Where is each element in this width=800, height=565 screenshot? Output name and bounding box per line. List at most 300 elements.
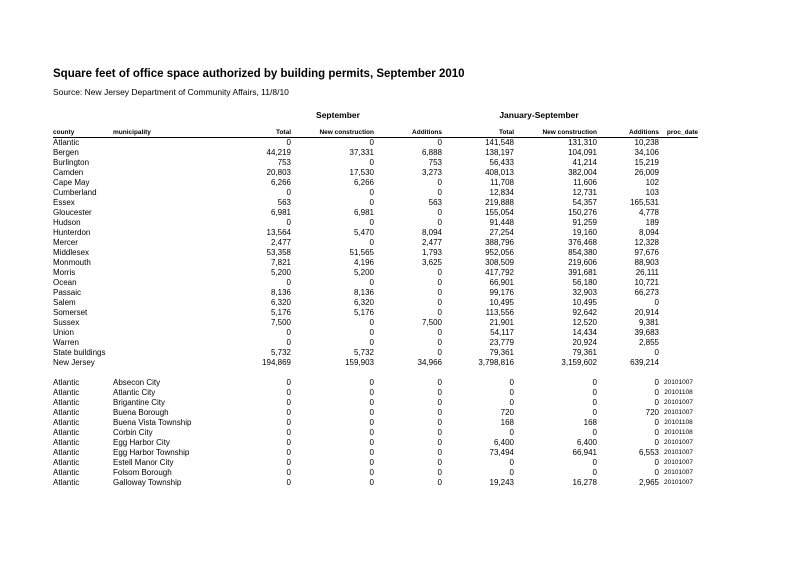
- table-cell: Burlington: [53, 158, 90, 167]
- table-cell: 0: [437, 308, 442, 317]
- table-cell: 0: [592, 468, 597, 477]
- table-cell: 0: [286, 138, 291, 147]
- table-cell: 91,259: [572, 218, 597, 227]
- table-cell: 20,914: [634, 308, 659, 317]
- county-row: [53, 338, 698, 348]
- table-cell: [113, 148, 211, 158]
- table-cell: 159,903: [345, 358, 374, 367]
- table-cell: 168: [583, 418, 597, 427]
- table-cell: 4,196: [353, 258, 374, 267]
- table-cell: 20101108: [664, 429, 693, 436]
- table-cell: 0: [286, 398, 291, 407]
- municipality-row: [53, 448, 698, 458]
- table-cell: 131,310: [568, 138, 597, 147]
- table-cell: Estell Manor City: [113, 458, 174, 467]
- table-cell: [113, 198, 211, 208]
- table-cell: [659, 168, 698, 178]
- table-cell: 0: [437, 468, 442, 477]
- table-cell: 20101007: [664, 399, 693, 406]
- spacer-cell: [53, 368, 698, 378]
- table-cell: 34,966: [417, 358, 442, 367]
- table-cell: 0: [369, 408, 374, 417]
- table-cell: 0: [369, 328, 374, 337]
- table-cell: 21,901: [489, 318, 514, 327]
- table-cell: [113, 338, 211, 348]
- municipality-row: [53, 378, 698, 388]
- table-cell: 26,009: [634, 168, 659, 177]
- table-cell: 56,433: [489, 158, 514, 167]
- table-cell: 0: [369, 158, 374, 167]
- table-cell: [113, 178, 211, 188]
- table-cell: 720: [645, 408, 659, 417]
- table-cell: 0: [437, 378, 442, 387]
- table-cell: 3,625: [421, 258, 442, 267]
- table-cell: 0: [437, 348, 442, 357]
- table-cell: [659, 348, 698, 358]
- table-cell: 0: [654, 428, 659, 437]
- table-cell: Monmouth: [53, 258, 91, 267]
- table-cell: 189: [645, 218, 659, 227]
- table-cell: 0: [286, 278, 291, 287]
- table-cell: 563: [428, 198, 442, 207]
- col-ytd-new: New construction: [514, 128, 597, 138]
- table-cell: 7,500: [421, 318, 442, 327]
- county-row: [53, 138, 698, 149]
- table-cell: 0: [286, 328, 291, 337]
- table-cell: 56,180: [572, 278, 597, 287]
- table-cell: 0: [437, 218, 442, 227]
- table-cell: 8,136: [353, 288, 374, 297]
- table-cell: [659, 298, 698, 308]
- table-cell: New Jersey: [53, 358, 95, 367]
- table-cell: 0: [437, 388, 442, 397]
- table-cell: Buena Vista Township: [113, 418, 192, 427]
- table-cell: 0: [369, 198, 374, 207]
- table-cell: Atlantic: [53, 138, 80, 147]
- table-cell: 54,357: [572, 198, 597, 207]
- table-cell: 5,470: [353, 228, 374, 237]
- section-spacer: [53, 368, 698, 378]
- table-cell: Cape May: [53, 178, 90, 187]
- table-cell: 0: [437, 178, 442, 187]
- table-cell: 6,320: [270, 298, 291, 307]
- county-row: [53, 268, 698, 278]
- table-cell: 0: [286, 438, 291, 447]
- table-cell: 219,606: [568, 258, 597, 267]
- municipality-row: [53, 418, 698, 428]
- table-cell: [659, 238, 698, 248]
- table-cell: 79,361: [572, 348, 597, 357]
- column-header-row: [53, 128, 698, 138]
- table-cell: 0: [654, 388, 659, 397]
- county-row: [53, 218, 698, 228]
- col-sept-total: Total: [211, 128, 291, 138]
- table-cell: Atlantic: [53, 448, 80, 457]
- table-cell: 168: [500, 418, 514, 427]
- table-cell: 0: [369, 218, 374, 227]
- table-cell: 20101007: [664, 469, 693, 476]
- table-cell: 0: [437, 288, 442, 297]
- col-ytd-additions: Additions: [597, 128, 659, 138]
- table-cell: 11,606: [573, 178, 597, 187]
- table-cell: [113, 248, 211, 258]
- table-cell: 10,495: [489, 298, 514, 307]
- table-cell: 5,176: [353, 308, 374, 317]
- table-cell: 51,565: [349, 248, 374, 257]
- table-cell: 2,477: [270, 238, 291, 247]
- table-cell: 19,160: [572, 228, 597, 237]
- table-cell: 7,500: [270, 318, 291, 327]
- table-cell: Somerset: [53, 308, 88, 317]
- table-cell: 0: [437, 458, 442, 467]
- table-cell: 0: [509, 428, 514, 437]
- table-cell: Union: [53, 328, 74, 337]
- table-cell: Atlantic: [53, 428, 80, 437]
- ytd-group-header: January-September: [499, 110, 579, 120]
- table-cell: 194,869: [262, 358, 291, 367]
- table-cell: 66,273: [634, 288, 659, 297]
- table-cell: 0: [509, 468, 514, 477]
- county-row: [53, 298, 698, 308]
- table-cell: [113, 168, 211, 178]
- table-cell: 0: [286, 218, 291, 227]
- table-cell: 66,901: [489, 278, 514, 287]
- table-cell: 20101007: [664, 379, 693, 386]
- table-cell: 382,004: [568, 168, 597, 177]
- county-row: [53, 308, 698, 318]
- table-cell: 6,266: [353, 178, 374, 187]
- col-sept-new: New construction: [291, 128, 374, 138]
- table-cell: 388,796: [485, 238, 514, 247]
- table-cell: 0: [369, 278, 374, 287]
- table-cell: 39,683: [634, 328, 659, 337]
- county-row: [53, 228, 698, 238]
- table-cell: 4,778: [638, 208, 659, 217]
- col-municipality: municipality: [113, 128, 211, 138]
- table-cell: [113, 328, 211, 338]
- table-cell: 102: [645, 178, 659, 187]
- table-cell: 0: [369, 428, 374, 437]
- county-row: [53, 148, 698, 158]
- table-cell: Folsom Borough: [113, 468, 172, 477]
- table-cell: 0: [654, 398, 659, 407]
- table-cell: 99,176: [489, 288, 514, 297]
- table-cell: 0: [437, 338, 442, 347]
- table-cell: Mercer: [53, 238, 78, 247]
- table-cell: 3,798,816: [478, 358, 514, 367]
- table-cell: 20101007: [664, 409, 693, 416]
- table-cell: 15,219: [634, 158, 659, 167]
- table-cell: 165,531: [630, 198, 659, 207]
- table-cell: Bergen: [53, 148, 79, 157]
- table-cell: 79,361: [489, 348, 514, 357]
- table-cell: 20101108: [664, 389, 693, 396]
- table-cell: 66,941: [572, 448, 597, 457]
- table-cell: Atlantic: [53, 478, 80, 487]
- table-cell: 0: [369, 388, 374, 397]
- table-cell: 0: [509, 378, 514, 387]
- county-row: [53, 208, 698, 218]
- table-cell: 3,159,602: [561, 358, 597, 367]
- table-cell: Salem: [53, 298, 76, 307]
- table-cell: 5,200: [270, 268, 291, 277]
- table-cell: 44,219: [266, 148, 291, 157]
- table-cell: State buildings: [53, 348, 106, 357]
- table-cell: Absecon City: [113, 378, 161, 387]
- table-cell: Atlantic: [53, 408, 80, 417]
- table-cell: 0: [369, 188, 374, 197]
- table-cell: 0: [286, 388, 291, 397]
- table-cell: 0: [437, 478, 442, 487]
- table-cell: 0: [369, 458, 374, 467]
- table-cell: 92,642: [572, 308, 597, 317]
- table-cell: [659, 258, 698, 268]
- table-cell: Atlantic: [53, 378, 80, 387]
- table-cell: 0: [369, 318, 374, 327]
- table-cell: 6,888: [421, 148, 442, 157]
- table-cell: 26,111: [635, 268, 659, 277]
- table-cell: 3,273: [421, 168, 442, 177]
- table-cell: 0: [286, 408, 291, 417]
- table-cell: 141,548: [485, 138, 514, 147]
- table-cell: Cumberland: [53, 188, 97, 197]
- table-cell: 0: [654, 348, 659, 357]
- table-cell: 308,509: [485, 258, 514, 267]
- table-cell: 0: [286, 458, 291, 467]
- table-cell: [113, 258, 211, 268]
- table-cell: 91,448: [489, 218, 514, 227]
- table-cell: 376,468: [568, 238, 597, 247]
- table-cell: Egg Harbor City: [113, 438, 170, 447]
- september-group-header: September: [316, 110, 360, 120]
- table-cell: [113, 158, 211, 168]
- table-cell: 0: [369, 438, 374, 447]
- table-cell: 639,214: [630, 358, 659, 367]
- table-cell: 0: [286, 448, 291, 457]
- table-cell: 0: [654, 418, 659, 427]
- report-title: Square feet of office space authorized by building permits, September 2010: [53, 68, 465, 80]
- table-cell: [113, 238, 211, 248]
- table-cell: 10,238: [634, 138, 659, 147]
- table-cell: 0: [509, 398, 514, 407]
- table-cell: [113, 268, 211, 278]
- table-cell: Atlantic: [53, 458, 80, 467]
- table-cell: 563: [277, 198, 291, 207]
- county-row: [53, 348, 698, 358]
- table-cell: 103: [645, 188, 659, 197]
- county-row: [53, 358, 698, 368]
- table-cell: 417,792: [485, 268, 514, 277]
- table-cell: 219,888: [485, 198, 514, 207]
- table-cell: [113, 358, 211, 368]
- table-cell: [659, 218, 698, 228]
- table-cell: [113, 228, 211, 238]
- table-cell: [659, 198, 698, 208]
- county-row: [53, 168, 698, 178]
- table-cell: [113, 138, 211, 149]
- table-cell: 0: [654, 468, 659, 477]
- table-cell: [659, 308, 698, 318]
- table-cell: 20101007: [664, 449, 693, 456]
- table-cell: 20101108: [664, 419, 693, 426]
- table-cell: [659, 148, 698, 158]
- table-cell: 16,278: [572, 478, 597, 487]
- table-cell: [659, 228, 698, 238]
- table-cell: [113, 188, 211, 198]
- table-cell: 20101007: [664, 459, 693, 466]
- table-cell: Passaic: [53, 288, 82, 297]
- table-cell: [659, 188, 698, 198]
- table-cell: 12,328: [634, 238, 659, 247]
- table-cell: [659, 338, 698, 348]
- table-cell: [659, 178, 698, 188]
- table-cell: 0: [437, 398, 442, 407]
- table-cell: 104,091: [568, 148, 597, 157]
- table-cell: 7,821: [270, 258, 291, 267]
- county-row: [53, 288, 698, 298]
- table-cell: 0: [592, 398, 597, 407]
- municipality-row: [53, 388, 698, 398]
- table-cell: Atlantic: [53, 438, 80, 447]
- table-cell: 5,176: [270, 308, 291, 317]
- table-cell: Brigantine City: [113, 398, 166, 407]
- table-cell: 17,530: [349, 168, 374, 177]
- table-cell: [659, 288, 698, 298]
- table-cell: [659, 278, 698, 288]
- table-cell: 20,803: [266, 168, 291, 177]
- table-cell: 0: [654, 458, 659, 467]
- table-cell: 2,965: [638, 478, 659, 487]
- table-cell: 0: [437, 208, 442, 217]
- municipality-row: [53, 438, 698, 448]
- table-cell: 0: [437, 278, 442, 287]
- table-cell: 23,779: [489, 338, 514, 347]
- table-cell: 37,331: [349, 148, 374, 157]
- table-cell: 0: [286, 468, 291, 477]
- table-cell: [659, 268, 698, 278]
- table-cell: 14,434: [572, 328, 597, 337]
- municipality-row: [53, 398, 698, 408]
- table-cell: Warren: [53, 338, 79, 347]
- table-cell: 0: [592, 428, 597, 437]
- col-county: county: [53, 128, 113, 138]
- col-sept-additions: Additions: [374, 128, 442, 138]
- permits-table: [53, 128, 698, 488]
- table-cell: 41,214: [572, 158, 597, 167]
- source-note: Source: New Jersey Department of Community Affairs, 11/8/10: [53, 87, 289, 97]
- table-cell: 408,013: [485, 168, 514, 177]
- table-cell: Atlantic: [53, 388, 80, 397]
- table-cell: 20,924: [572, 338, 597, 347]
- table-cell: 6,400: [576, 438, 597, 447]
- table-cell: 6,553: [638, 448, 659, 457]
- table-cell: Sussex: [53, 318, 80, 327]
- table-cell: 0: [369, 398, 374, 407]
- municipality-row: [53, 468, 698, 478]
- table-cell: 73,494: [489, 448, 514, 457]
- table-cell: 6,400: [493, 438, 514, 447]
- table-cell: [659, 328, 698, 338]
- col-proc-date: proc_date: [659, 128, 698, 138]
- table-cell: 0: [437, 448, 442, 457]
- table-cell: Atlantic: [53, 468, 80, 477]
- table-cell: Atlantic: [53, 418, 80, 427]
- table-cell: 19,243: [489, 478, 514, 487]
- county-row: [53, 328, 698, 338]
- table-cell: 854,380: [568, 248, 597, 257]
- table-cell: 0: [437, 298, 442, 307]
- table-cell: 0: [286, 188, 291, 197]
- table-cell: 2,855: [638, 338, 659, 347]
- table-cell: 53,358: [266, 248, 291, 257]
- table-cell: 1,793: [421, 248, 442, 257]
- table-cell: 753: [277, 158, 291, 167]
- table-cell: 0: [654, 378, 659, 387]
- table-cell: 20101007: [664, 439, 693, 446]
- table-cell: [659, 138, 698, 149]
- table-cell: 0: [437, 428, 442, 437]
- table-cell: 0: [286, 378, 291, 387]
- table-cell: 138,197: [485, 148, 514, 157]
- table-cell: 0: [437, 418, 442, 427]
- table-cell: [659, 358, 698, 368]
- table-cell: [113, 308, 211, 318]
- county-row: [53, 158, 698, 168]
- table-cell: Hunterdon: [53, 228, 91, 237]
- table-cell: 0: [654, 298, 659, 307]
- table-cell: 6,981: [353, 208, 374, 217]
- county-row: [53, 248, 698, 258]
- table-cell: 34,106: [634, 148, 659, 157]
- table-cell: 0: [437, 268, 442, 277]
- table-cell: 5,732: [270, 348, 291, 357]
- table-cell: [113, 348, 211, 358]
- table-cell: [659, 158, 698, 168]
- table-cell: Ocean: [53, 278, 77, 287]
- table-cell: 32,903: [572, 288, 597, 297]
- table-cell: 8,136: [270, 288, 291, 297]
- county-row: [53, 318, 698, 328]
- table-cell: 0: [369, 448, 374, 457]
- table-cell: [659, 208, 698, 218]
- table-cell: 0: [437, 188, 442, 197]
- table-cell: 0: [369, 468, 374, 477]
- table-cell: 54,117: [490, 328, 514, 337]
- table-cell: 0: [286, 338, 291, 347]
- table-cell: 720: [500, 408, 514, 417]
- table-cell: 0: [369, 338, 374, 347]
- table-cell: 391,681: [568, 268, 597, 277]
- table-cell: [659, 248, 698, 258]
- table-cell: 97,676: [634, 248, 659, 257]
- col-ytd-total: Total: [442, 128, 514, 138]
- table-cell: Atlantic City: [113, 388, 156, 397]
- table-cell: 13,564: [266, 228, 291, 237]
- table-cell: 8,094: [421, 228, 442, 237]
- table-cell: 0: [437, 328, 442, 337]
- table-cell: 0: [509, 458, 514, 467]
- table-cell: Corbin City: [113, 428, 153, 437]
- table-cell: 753: [428, 158, 442, 167]
- table-cell: 0: [592, 388, 597, 397]
- county-row: [53, 238, 698, 248]
- table-cell: Essex: [53, 198, 75, 207]
- table-cell: Galloway Township: [113, 478, 182, 487]
- table-cell: 12,834: [489, 188, 514, 197]
- table-cell: 0: [286, 428, 291, 437]
- county-row: [53, 278, 698, 288]
- municipality-row: [53, 478, 698, 488]
